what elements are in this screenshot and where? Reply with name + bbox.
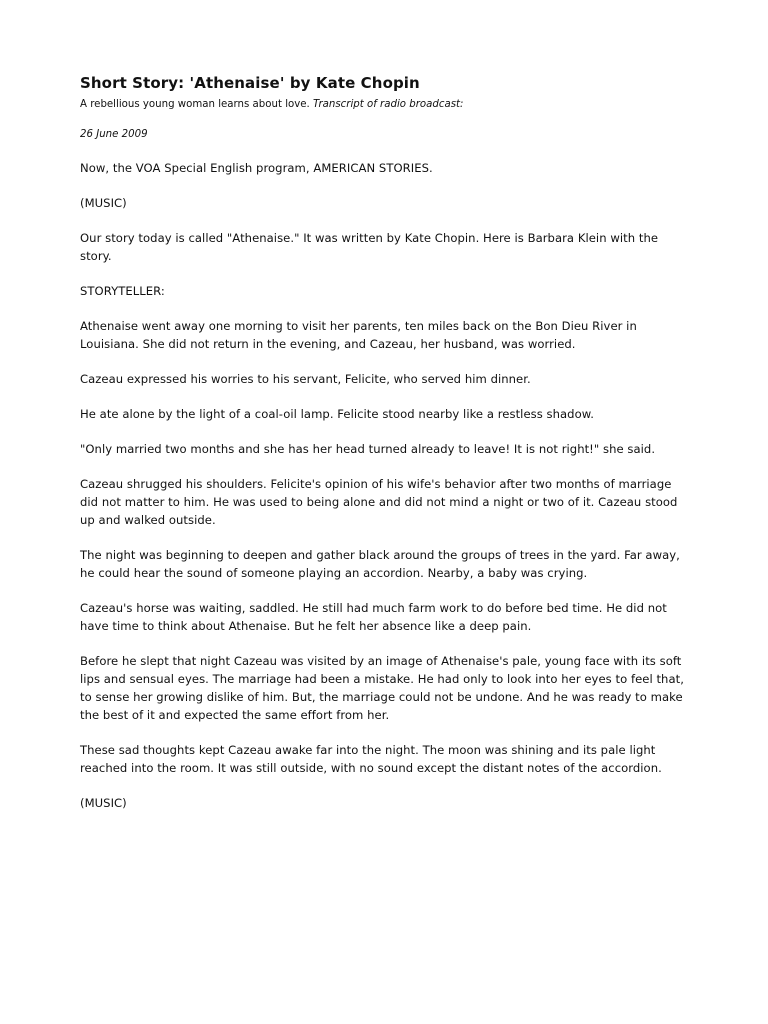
paragraph: These sad thoughts kept Cazeau awake far into the night. The moon was shining and its pale light reached into the room. It was still outside, with no sound except the distant notes of the accordion. [80,743,662,775]
paragraph: Athenaise went away one morning to visit her parents, ten miles back on the Bon Dieu River in Louisiana. She did not return in the evening, and Cazeau, her husband, was worried. [80,319,637,351]
paragraph: Cazeau shrugged his shoulders. Felicite's opinion of his wife's behavior after two months of marriage did not matter to him. He was used to being alone and did not mind a night or two of it. Cazeau stood up and walked outside. [80,477,678,527]
article-body [80,159,692,812]
paragraph: Cazeau expressed his worries to his servant, Felicite, who served him dinner. [80,372,531,386]
paragraph: Now, the VOA Special English program, AMERICAN STORIES. [80,161,433,175]
paragraph: The night was beginning to deepen and gather black around the groups of trees in the yard. Far away, he could hear the sound of someone playing an accordion. Nearby, a baby was crying. [80,548,680,580]
article-source: Transcript of radio broadcast: [313,99,464,110]
paragraph: Before he slept that night Cazeau was visited by an image of Athenaise's pale, young face with its soft lips and sensual eyes. The marriage had been a mistake. He had only to look into her eyes to feel that, to sense her growing dislike of him. But, the marriage could not be undone. And he was ready to make the best of it and expected the same effort from her. [80,654,684,722]
paragraph: Cazeau's horse was waiting, saddled. He still had much farm work to do before bed time. He did not have time to think about Athenaise. But he felt her absence like a deep pain. [80,601,667,633]
article-date: 26 June 2009 [80,129,148,140]
article-subtitle: A rebellious young woman learns about love. [80,99,310,110]
document-page [80,74,692,829]
article-title: Short Story: 'Athenaise' by Kate Chopin [80,74,420,92]
paragraph: He ate alone by the light of a coal-oil lamp. Felicite stood nearby like a restless shadow. [80,407,594,421]
paragraph: Our story today is called "Athenaise." It was written by Kate Chopin. Here is Barbara Klein with the story. [80,231,659,263]
paragraph: (MUSIC) [80,196,127,210]
paragraph: STORYTELLER: [80,284,165,298]
paragraph: "Only married two months and she has her head turned already to leave! It is not right!" she said. [80,442,656,456]
article-subtitle-line [80,98,692,112]
paragraph: (MUSIC) [80,796,127,810]
